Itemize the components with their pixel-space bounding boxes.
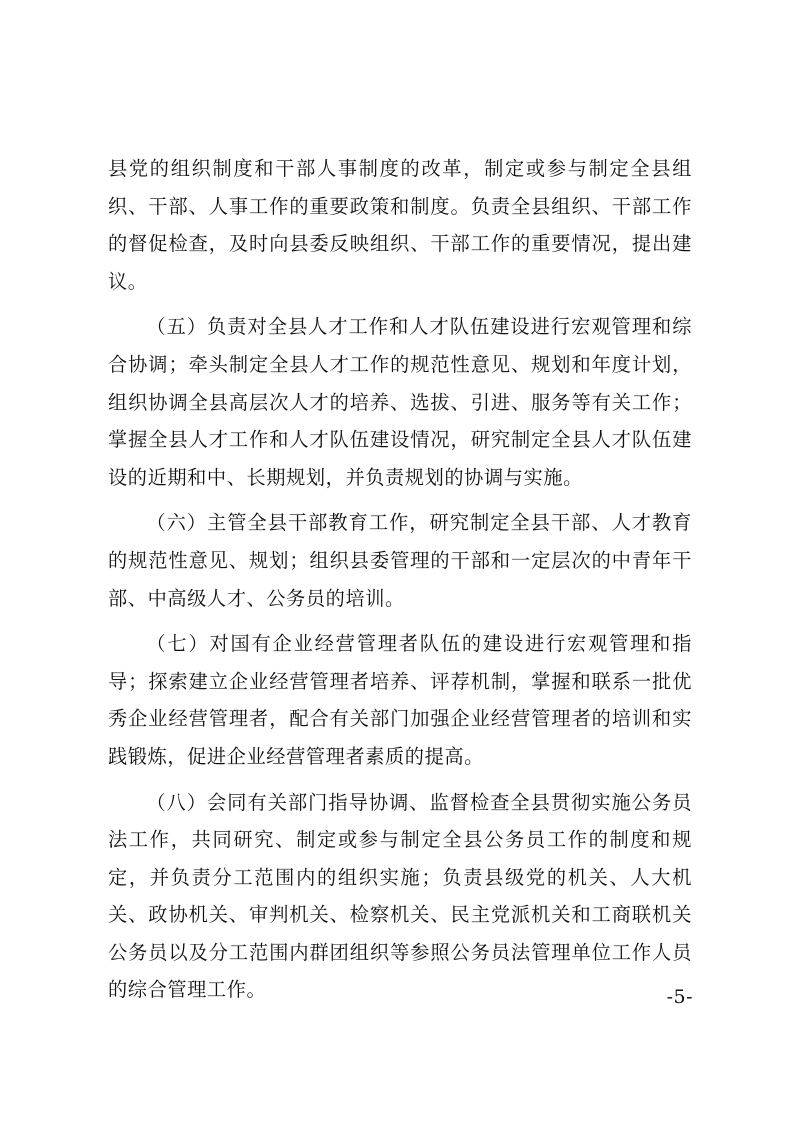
paragraph-continuation: 县党的组织制度和干部人事制度的改革，制定或参与制定全县组织、干部、人事工作的重要政策和制度。负责全县组织、干部工作的督促检查，及时向县委反映组织、干部工作的重要情况，提出建议。 <box>108 157 692 293</box>
paragraph-item-5: （五）负责对全县人才工作和人才队伍建设进行宏观管理和综合协调；牵头制定全县人才工作的规范性意见、规划和年度计划，组织协调全县高层次人才的培养、选拔、引进、服务等有关工作；掌握全县人才工作和人才队伍建设情况，研究制定全县人才队伍建设的近期和中、长期规划，并负责规划的协调与实施。 <box>108 315 692 489</box>
paragraph-item-7: （七）对国有企业经营管理者队伍的建设进行宏观管理和指导；探索建立企业经营管理者培养、评荐机制，掌握和联系一批优秀企业经营管理者，配合有关部门加强企业经营管理者的培训和实践锻炼，促进企业经营管理者素质的提高。 <box>108 632 692 768</box>
paragraph-item-8: （八）会同有关部门指导协调、监督检查全县贯彻实施公务员法工作，共同研究、制定或参与制定全县公务员工作的制度和规定，并负责分工范围内的组织实施；负责县级党的机关、人大机关、政协机关、审判机关、检察机关、民主党派机关和工商联机关公务员以及分工范围内群团组织等参照公务员法管理单位工作人员的综合管理工作。 <box>108 790 692 1002</box>
body-text <box>108 150 692 1009</box>
page-number: -5- <box>666 986 693 1008</box>
paragraph-item-6: （六）主管全县干部教育工作，研究制定全县干部、人才教育的规范性意见、规划；组织县委管理的干部和一定层次的中青年干部、中高级人才、公务员的培训。 <box>108 511 692 610</box>
